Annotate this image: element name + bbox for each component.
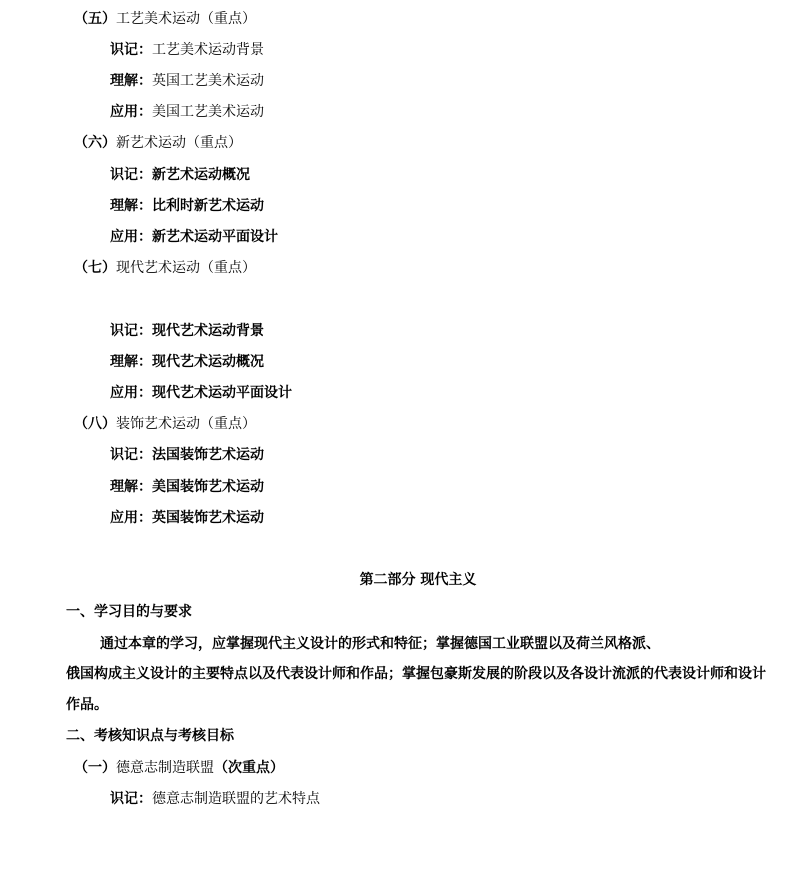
subsection-1-heading	[74, 759, 284, 777]
item-text: 比利时新艺术运动	[152, 198, 264, 214]
item-text: 德意志制造联盟的艺术特点	[152, 791, 320, 807]
section-8-number: （八）	[74, 416, 116, 432]
item-text: 英国装饰艺术运动	[152, 510, 264, 526]
item-text: 现代艺术运动概况	[152, 354, 264, 370]
section-6-item-1	[110, 166, 250, 184]
section-8-title: 装饰艺术运动（重点）	[116, 416, 256, 432]
item-label: 识记：	[110, 167, 152, 183]
section-8-heading	[74, 415, 256, 433]
section-7-number: （七）	[74, 260, 116, 276]
item-text: 美国装饰艺术运动	[152, 479, 264, 495]
section-6-item-2	[110, 197, 264, 215]
item-text: 美国工艺美术运动	[152, 104, 264, 120]
heading-learning-goals: 一、学习目的与要求	[66, 604, 192, 620]
subsection-1-title: 德意志制造联盟	[116, 760, 214, 776]
item-label: 理解：	[110, 198, 152, 214]
item-label: 识记：	[110, 42, 152, 58]
item-label: 识记：	[110, 323, 152, 339]
section-8-item-2	[110, 478, 264, 496]
section-5-number: （五）	[74, 11, 116, 27]
part-2-title: 第二部分 现代主义	[359, 572, 477, 588]
paragraph-line-3: 作品。	[66, 697, 108, 713]
item-text: 法国装饰艺术运动	[152, 447, 264, 463]
section-6-heading	[74, 134, 242, 152]
paragraph-line-1: 通过本章的学习，应掌握现代主义设计的形式和特征；掌握德国工业联盟以及荷兰风格派、	[100, 636, 660, 652]
section-5-item-1	[110, 41, 264, 59]
item-label: 应用：	[110, 229, 152, 245]
section-8-item-1	[110, 446, 264, 464]
section-7-item-3	[110, 384, 292, 402]
item-label: 理解：	[110, 479, 152, 495]
section-5-heading	[74, 10, 256, 28]
item-label: 应用：	[110, 510, 152, 526]
subsection-1-number: （一）	[74, 760, 116, 776]
section-6-number: （六）	[74, 135, 116, 151]
section-8-item-3	[110, 509, 264, 527]
item-text: 现代艺术运动平面设计	[152, 385, 292, 401]
item-label: 识记：	[110, 447, 152, 463]
subsection-1-priority: （次重点）	[214, 760, 284, 776]
section-5-item-2	[110, 72, 264, 90]
item-label: 应用：	[110, 385, 152, 401]
paragraph-line-2: 俄国构成主义设计的主要特点以及代表设计师和作品；掌握包豪斯发展的阶段以及各设计流派的代表设计师和设计	[66, 666, 766, 682]
item-label: 识记：	[110, 791, 152, 807]
item-text: 现代艺术运动背景	[152, 323, 264, 339]
heading-assessment: 二、考核知识点与考核目标	[66, 728, 234, 744]
item-label: 理解：	[110, 354, 152, 370]
item-text: 新艺术运动平面设计	[152, 229, 278, 245]
item-text: 新艺术运动概况	[152, 167, 250, 183]
section-7-item-1	[110, 322, 264, 340]
section-7-item-2	[110, 353, 264, 371]
item-label: 应用：	[110, 104, 152, 120]
item-label: 理解：	[110, 73, 152, 89]
item-text: 工艺美术运动背景	[152, 42, 264, 58]
section-7-title: 现代艺术运动（重点）	[116, 260, 256, 276]
section-6-item-3	[110, 228, 278, 246]
subsection-1-item-1	[110, 790, 320, 808]
section-5-item-3	[110, 103, 264, 121]
section-6-title: 新艺术运动（重点）	[116, 135, 242, 151]
section-7-heading	[74, 259, 256, 277]
section-5-title: 工艺美术运动（重点）	[116, 11, 256, 27]
item-text: 英国工艺美术运动	[152, 73, 264, 89]
